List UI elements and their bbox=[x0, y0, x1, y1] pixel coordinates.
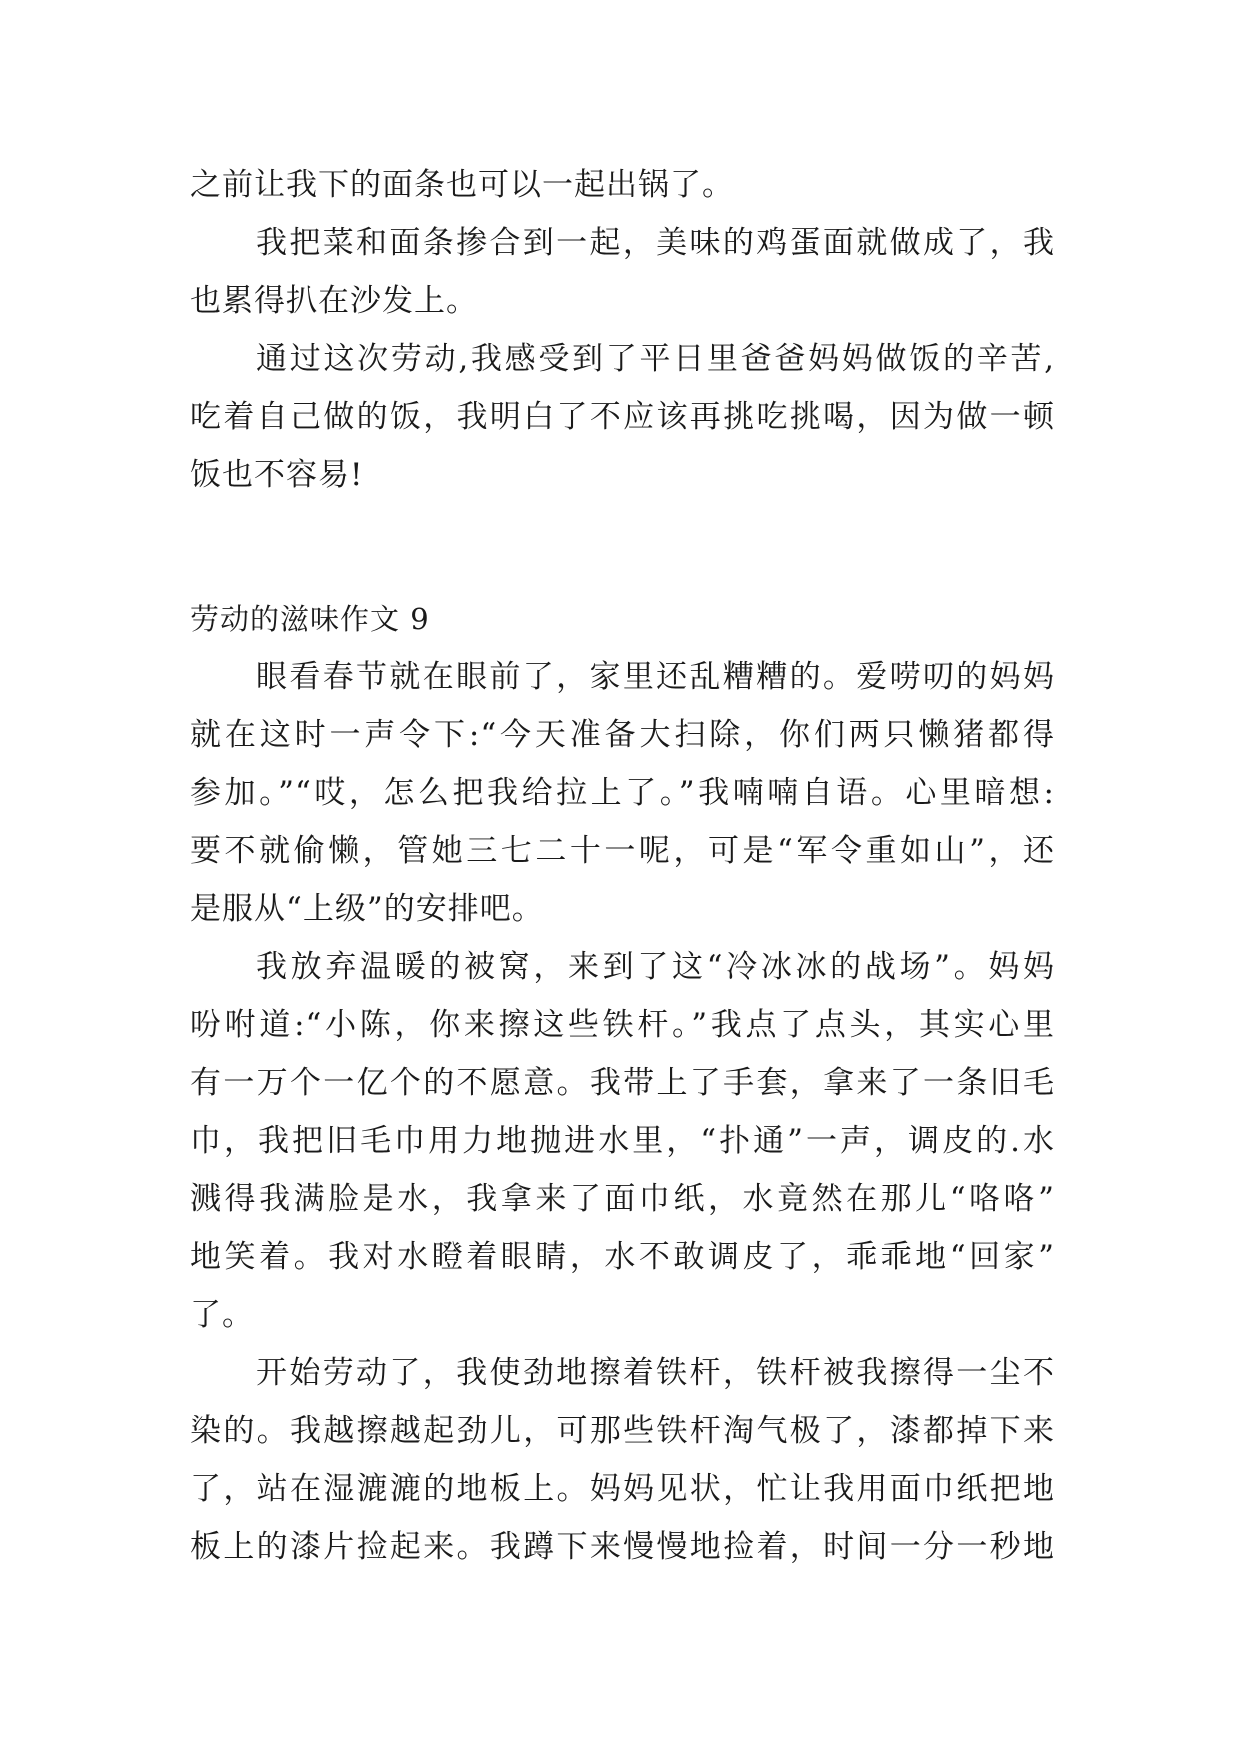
text-line: 地笑着。我对水瞪着眼睛，水不敢调皮了，乖乖地“回家” bbox=[190, 1239, 1055, 1275]
text-line: 也累得扒在沙发上。 bbox=[190, 283, 478, 319]
text-line: 是服从“上级”的安排吧。 bbox=[190, 891, 544, 927]
document-page bbox=[190, 156, 1055, 1576]
text-line: 我把菜和面条掺合到一起，美味的鸡蛋面就做成了，我 bbox=[256, 225, 1055, 261]
text-line: 有一万个一亿个的不愿意。我带上了手套，拿来了一条旧毛 bbox=[190, 1065, 1055, 1101]
text-line: 了，站在湿漉漉的地板上。妈妈见状，忙让我用面巾纸把地 bbox=[190, 1471, 1055, 1507]
text-line: 染的。我越擦越起劲儿，可那些铁杆淘气极了，漆都掉下来 bbox=[190, 1413, 1055, 1449]
text-line: 我放弃温暖的被窝，来到了这“冷冰冰的战场”。妈妈 bbox=[256, 949, 1055, 985]
text-line: 要不就偷懒，管她三七二十一呢，可是“军令重如山”，还 bbox=[190, 833, 1055, 869]
text-line: 溅得我满脸是水，我拿来了面巾纸，水竟然在那儿“咯咯” bbox=[190, 1181, 1055, 1217]
text-line: 通过这次劳动,我感受到了平日里爸爸妈妈做饭的辛苦, bbox=[256, 341, 1055, 377]
text-line: 饭也不容易! bbox=[190, 457, 364, 493]
text-line: 吃着自己做的饭，我明白了不应该再挑吃挑喝，因为做一顿 bbox=[190, 399, 1055, 435]
text-line: 眼看春节就在眼前了，家里还乱糟糟的。爱唠叨的妈妈 bbox=[256, 659, 1055, 695]
text-line: 吩咐道:“小陈，你来擦这些铁杆。”我点了点头，其实心里 bbox=[190, 1007, 1055, 1043]
text-line: 参加。”“哎，怎么把我给拉上了。”我喃喃自语。心里暗想: bbox=[190, 775, 1055, 811]
text-line: 之前让我下的面条也可以一起出锅了。 bbox=[190, 167, 734, 203]
text-line: 巾，我把旧毛巾用力地抛进水里，“扑通”一声，调皮的.水 bbox=[190, 1123, 1055, 1159]
essay-title: 劳动的滋味作文 9 bbox=[190, 602, 430, 636]
text-line: 开始劳动了，我使劲地擦着铁杆，铁杆被我擦得一尘不 bbox=[256, 1355, 1055, 1391]
text-line: 板上的漆片捡起来。我蹲下来慢慢地捡着，时间一分一秒地 bbox=[190, 1529, 1055, 1565]
text-line: 了。 bbox=[190, 1297, 254, 1333]
text-line: 就在这时一声令下:“今天准备大扫除，你们两只懒猪都得 bbox=[190, 717, 1055, 753]
section-gap bbox=[190, 504, 1055, 590]
